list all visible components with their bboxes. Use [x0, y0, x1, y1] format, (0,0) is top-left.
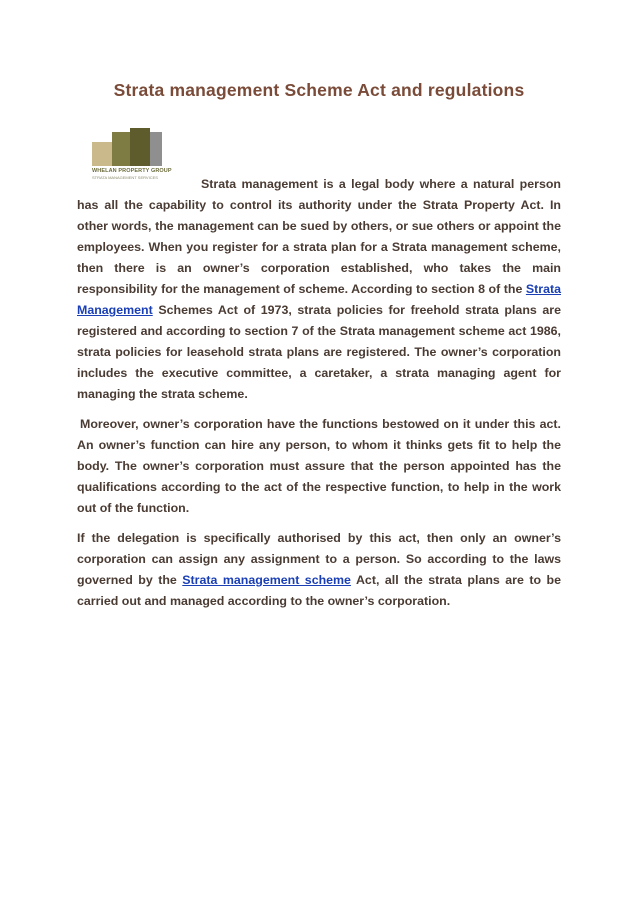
- paragraph-1-text-a: Strata management is a legal body where a natural person has all the capability to control its authority under the Strata Property Act. In other words, the management can be sued by others, or sue others or appoint the employees. When you register for a strata plan for a Strata management scheme, then there is an owner’s corporation established, who takes the main responsibility for the management of scheme. According to section 8 of the: [77, 177, 561, 296]
- logo-block: [150, 132, 162, 166]
- paragraph-3-text-b: Act, all the strata plans are to be carried out and managed according to the owner’s corporation.: [77, 573, 561, 608]
- paragraph-1-text-b: Schemes Act of 1973, strata policies for freehold strata plans are registered and according to section 7 of the Strata management scheme act 1986, strata policies for leasehold strata plans are registered. The owner’s corporation includes the executive committee, a caretaker, a strata managing agent for managing the strata scheme.: [77, 303, 561, 401]
- logo-company-name: WHELAN PROPERTY GROUP: [92, 168, 172, 174]
- paragraph-3-text-a: If the delegation is specifically authorised by this act, then only an owner’s corporation can assign any assignment to a person. So according to the laws governed by the: [77, 531, 561, 587]
- paragraph-2-text: Moreover, owner’s corporation have the functions bestowed on it under this act. An owner’s function can hire any person, to whom it thinks gets fit to help the body. The owner’s corporation must assure that the person appointed has the qualifications according to the act of the respective function, to help in the work out of the function.: [77, 417, 561, 515]
- logo-block: [92, 142, 114, 166]
- document-body: [77, 174, 561, 621]
- strata-management-scheme-link[interactable]: Strata management scheme: [182, 573, 351, 587]
- paragraph-3: [77, 528, 561, 612]
- logo-company-subtitle: STRATA MANAGEMENT SERVICES: [92, 175, 158, 180]
- logo-block: [112, 132, 132, 166]
- paragraph-2: [77, 414, 561, 519]
- document-title: Strata management Scheme Act and regulations: [113, 80, 525, 100]
- logo-block: [130, 128, 150, 166]
- strata-management-link[interactable]: Strata Management: [77, 282, 561, 317]
- paragraph-1: [77, 174, 561, 405]
